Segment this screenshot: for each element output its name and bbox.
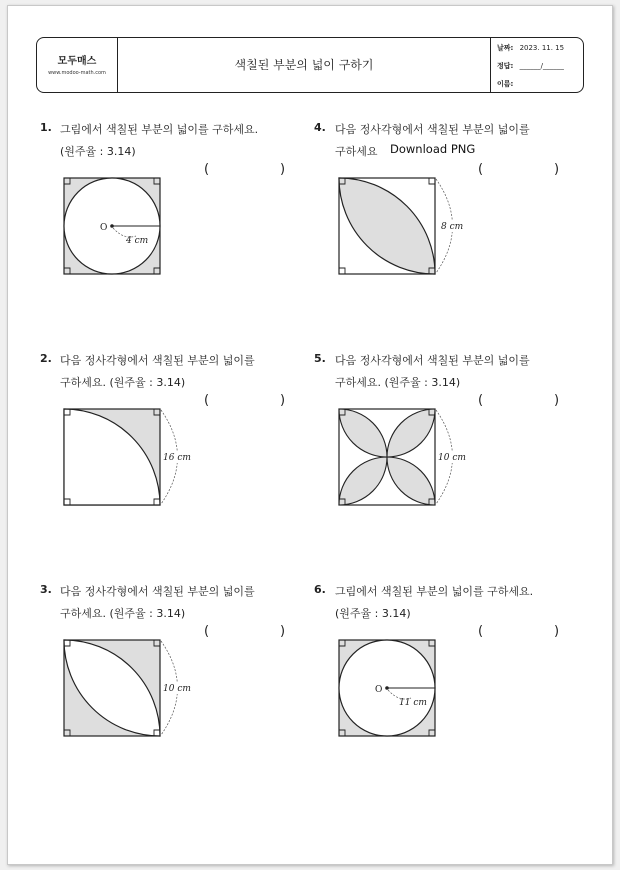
q1-center-dot	[110, 224, 114, 228]
q4-answer-close: )	[554, 162, 560, 177]
q6-answer-close: )	[554, 624, 560, 639]
q1-figure	[62, 176, 168, 276]
q3-answer-open: (	[204, 624, 210, 639]
score-label: 정답:	[497, 62, 514, 70]
q6-figure	[337, 638, 443, 738]
score-row	[497, 61, 564, 71]
logo-name: 모두매스	[57, 56, 97, 67]
q4-line2: 구하세요	[335, 145, 378, 158]
download-png-button[interactable]: Download PNG	[386, 140, 479, 158]
q3-line1: 다음 정사각형에서 색칠된 부분의 넓이를	[60, 585, 255, 598]
q3-measure-label: 10 cm	[163, 684, 191, 694]
q4-number: 4.	[314, 121, 326, 134]
q3-line2: 구하세요. (원주율 : 3.14)	[60, 607, 186, 620]
q5-figure	[337, 407, 472, 507]
q1-answer-open: (	[204, 162, 210, 177]
q2-line2: 구하세요. (원주율 : 3.14)	[60, 376, 186, 389]
q6-line1: 그림에서 색칠된 부분의 넓이를 구하세요.	[335, 585, 534, 598]
q6-number: 6.	[314, 583, 326, 596]
q2-measure-label: 16 cm	[163, 453, 191, 463]
q2-figure	[62, 407, 197, 507]
q1-center-label: O	[100, 223, 108, 233]
date-row	[497, 43, 564, 53]
info-block	[497, 38, 583, 92]
q6-line2: (원주율 : 3.14)	[335, 607, 411, 620]
q5-line1: 다음 정사각형에서 색칠된 부분의 넓이를	[335, 354, 530, 367]
q1-line1: 그림에서 색칠된 부분의 넓이를 구하세요.	[60, 123, 259, 136]
score-value: ______/______	[519, 62, 564, 70]
worksheet-header	[36, 37, 584, 93]
q1-measure-label: 4 cm	[126, 236, 149, 246]
q1-line2: (원주율 : 3.14)	[60, 145, 136, 158]
q5-answer-open: (	[478, 393, 484, 408]
q6-measure-label: 11 cm	[399, 698, 427, 708]
q4-answer-open: (	[478, 162, 484, 177]
q5-answer-close: )	[554, 393, 560, 408]
q1-number: 1.	[40, 121, 52, 134]
q2-number: 2.	[40, 352, 52, 365]
q2-line1: 다음 정사각형에서 색칠된 부분의 넓이를	[60, 354, 255, 367]
q6-answer-open: (	[478, 624, 484, 639]
q4-measure-label: 8 cm	[441, 222, 464, 232]
name-label: 이름:	[497, 80, 514, 88]
q3-number: 3.	[40, 583, 52, 596]
q5-measure-label: 10 cm	[438, 453, 466, 463]
q2-answer-open: (	[204, 393, 210, 408]
q1-answer-close: )	[280, 162, 286, 177]
logo-url: www.modoo-math.com	[48, 70, 106, 76]
logo-block	[37, 38, 118, 92]
worksheet-title: 색칠된 부분의 넓이 구하기	[118, 38, 491, 92]
date-label: 날짜:	[497, 44, 514, 52]
q2-answer-close: )	[280, 393, 286, 408]
date-value: 2023. 11. 15	[519, 44, 565, 52]
q5-line2: 구하세요. (원주율 : 3.14)	[335, 376, 461, 389]
q6-center-dot	[385, 686, 389, 690]
q6-center-label: O	[375, 685, 383, 695]
q3-figure	[62, 638, 197, 738]
q3-answer-close: )	[280, 624, 286, 639]
q4-line1: 다음 정사각형에서 색칠된 부분의 넓이를	[335, 123, 530, 136]
q4-figure	[337, 176, 472, 276]
name-row	[497, 79, 513, 89]
worksheet-page	[7, 5, 613, 865]
q5-number: 5.	[314, 352, 326, 365]
